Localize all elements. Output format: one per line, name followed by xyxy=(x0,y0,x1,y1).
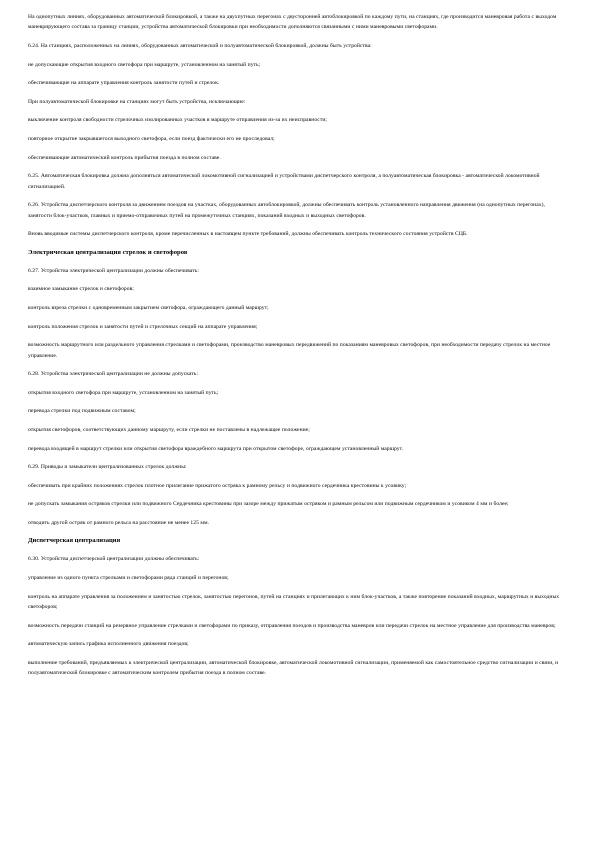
paragraph: автоматическую запись графика исполненного движения поездов; xyxy=(28,641,189,648)
paragraph: выключение контроля свободности стрелочных изолированных участков в маршруте отправления из-за их неисправности; xyxy=(28,117,327,124)
paragraph: обеспечивать при крайних положениях стрелок плотное прилегание прижатого остряка к рамному рельсу и подвижного сердечника крестовины к усовику; xyxy=(28,482,407,489)
paragraph: возможность передачи станций на резервное управление стрелками и светофорами по приказу, отправления поездов и производства маневров или передачи стрелок на местное управление для производства маневров; xyxy=(28,622,556,629)
paragraph: управление из одного пункта стрелками и светофорами ряда станций и перегонов; xyxy=(28,575,229,582)
paragraph: отводить другой остряк от рамного рельса на расстояние не менее 125 мм. xyxy=(28,519,210,526)
paragraph: контроль взреза стрелки с одновременным закрытием светофора, ограждающего данный маршрут; xyxy=(28,304,269,311)
paragraph: перевода стрелки под подвижным составом; xyxy=(28,408,136,415)
paragraph: 6.28. Устройства электрической централизации не должны допускать: xyxy=(28,371,198,378)
paragraph: контроль положения стрелок и занятости путей и стрелочных секций на аппарате управления; xyxy=(28,323,258,330)
section-heading: Диспетчерская централизация xyxy=(28,537,121,545)
paragraph: выполнение требований, предъявляемых к электрической централизации, автоматической блокировке, автоматической локомотивной сигнализации, применяемой как самостоятельное средство сигнализации и связи, и полуавтоматической блокировке с автоматическим контролем прибытия поезда в полном составе. xyxy=(28,659,559,677)
paragraph: 6.24. На станциях, расположенных на линиях, оборудованных автоматической и полуавтоматической блокировкой, должны быть устройства: xyxy=(28,43,372,49)
paragraph: 6.30. Устройства диспетчерской централизации должны обеспечивать: xyxy=(28,556,200,563)
paragraph: взаимное замыкание стрелок и светофоров; xyxy=(28,286,134,293)
document-page xyxy=(28,12,568,687)
paragraph: перевода входящей в маршрут стрелки или открытия светофора враждебного маршрута при открытом светофоре, ограждающем установленный маршрут. xyxy=(28,445,404,452)
paragraph: обеспечивающие автоматический контроль прибытия поезда в полном составе. xyxy=(28,154,221,161)
section-heading: Электрическая централизация стрелок и светофоров xyxy=(28,248,188,256)
paragraph: повторное открытие закрывшегося выходного светофора, если поезд фактически его не проследовал; xyxy=(28,135,275,142)
paragraph: При полуавтоматической блокировке на станциях могут быть устройства, исключающие: xyxy=(28,98,246,105)
paragraph: не допускающие открытия входного светофора при маршруте, установленном на занятый путь; xyxy=(28,61,261,68)
paragraph: не допускать замыкания остряков стрелки или подвижного Сердечника крестовины при зазоре между прижатым остряком и рамным рельсом или подвижным сердечником и усовиком 4 мм и более; xyxy=(28,501,509,508)
paragraph: 6.26. Устройства диспетчерского контроля за движением поездов на участках, оборудованных автоблокировкой, должны обеспечивать контроль установленного направления движения (на однопутных перегонах), занятости блок-участков, главных и приемо-отправочных путей на промежуточных станциях, показаний входных и выходных светофоров. xyxy=(28,202,545,219)
paragraph: открытия светофоров, соответствующих данному маршруту, если стрелки не поставлены в надлежащее положение; xyxy=(28,426,310,433)
paragraph: обеспечивающие на аппарате управления контроль занятости путей и стрелок. xyxy=(28,80,220,87)
paragraph: 6.27. Устройства электрической централизации должны обеспечивать: xyxy=(28,267,199,274)
paragraph: 6.25. Автоматическая блокировка должна дополняться автоматической локомотивной сигнализацией и устройствами диспетчерского контроля, а полуавтоматическая блокировка - автоматической локомотивной сигнализацией. xyxy=(28,173,540,190)
paragraph: открытия входного светофора при маршруте, установленном на занятый путь; xyxy=(28,389,219,396)
paragraph: возможность маршрутного или раздельного управления стрелками и светофорами, производство маневровых передвижений по показаниям маневровых светофоров, при необходимости передачу стрелок на местное управление. xyxy=(28,342,551,359)
paragraph: На однопутных линиях, оборудованных автоматической блокировкой, а также на двухпутных перегонах с двусторонней автоблокировкой по каждому пути, на станциях, где производится маневровая работа с выходом маневрирующего состава за границу станции, устройства автоматической блокировки при необходимости дополняются связанными с ними маневровыми светофорами. xyxy=(28,14,557,31)
paragraph: контроль на аппарате управления за положением и занятостью стрелок, занятостью перегонов, путей на станциях и прилегающих к ним блок-участков, а также повторение показаний входных, маршрутных и выходных светофоров; xyxy=(28,593,560,611)
paragraph: Вновь вводимые системы диспетчерского контроля, кроме перечисленных в настоящем пункте требований, должны обеспечивать контроль технического состояния устройств СЦБ. xyxy=(28,231,468,238)
paragraph: 6.29. Приводы и замыкатели централизованных стрелок должны: xyxy=(28,464,187,471)
